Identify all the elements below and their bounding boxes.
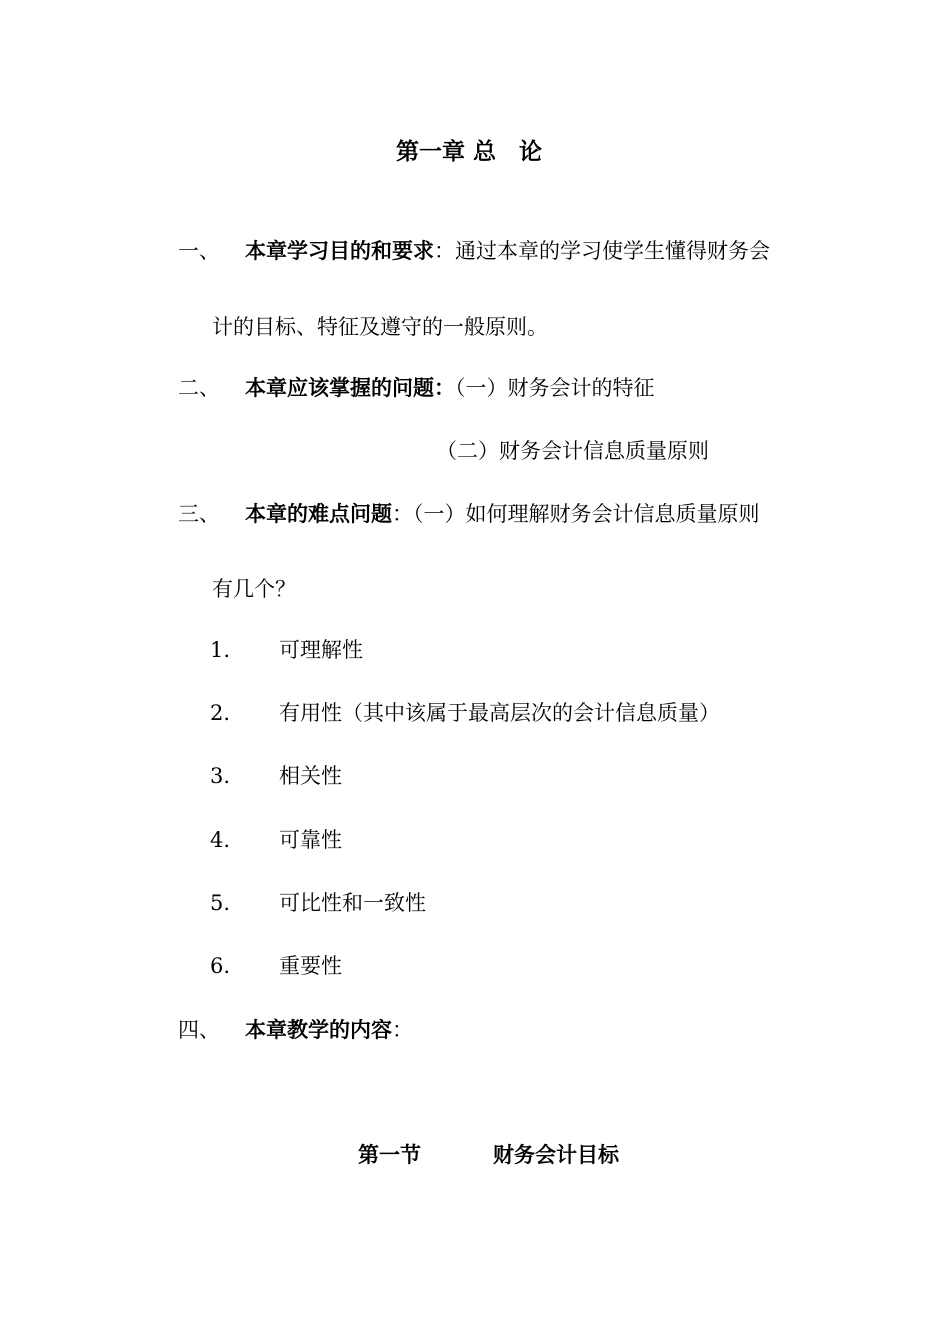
section-1-heading: 本章学习目的和要求 <box>245 238 434 263</box>
section-3-heading: 本章的难点问题 <box>245 501 392 526</box>
list-item-number: 6. <box>210 954 231 978</box>
section-1-text-line2: 计的目标、特征及遵守的一般原则。 <box>212 315 548 339</box>
list-item-text: 有用性（其中该属于最高层次的会计信息质量） <box>279 701 720 725</box>
section-2-heading-line <box>245 374 655 402</box>
section-1-colon: ： <box>434 239 455 263</box>
section-1-heading-line <box>245 237 770 265</box>
section-1-text-line1: 通过本章的学习使学生懂得财务会 <box>455 239 770 263</box>
list-item-number: 5. <box>210 891 231 915</box>
chapter-title: 第一章 总 论 <box>396 138 543 165</box>
section-4-heading-line <box>245 1016 413 1044</box>
section-2-item-1: （一）财务会计的特征 <box>455 376 655 400</box>
list-item-number: 3. <box>210 764 231 788</box>
list-item-number: 1. <box>210 638 231 662</box>
section-2-item-2: （二）财务会计信息质量原则 <box>436 439 709 463</box>
section-2-heading: 本章应该掌握的问题： <box>245 375 455 400</box>
list-item-text: 可靠性 <box>279 828 342 852</box>
section-2-number: 二、 <box>178 376 220 400</box>
list-item-text: 重要性 <box>279 954 342 978</box>
section-heading-label: 第一节 <box>358 1142 421 1167</box>
list-item-number: 4. <box>210 828 231 852</box>
list-item-number: 2. <box>210 701 231 725</box>
list-item-text: 可理解性 <box>279 638 363 662</box>
section-3-number: 三、 <box>178 502 220 526</box>
section-3-colon: ： <box>392 502 413 526</box>
section-heading-title: 财务会计目标 <box>493 1142 619 1167</box>
list-item-text: 相关性 <box>279 764 342 788</box>
section-1-number: 一、 <box>178 239 220 263</box>
section-4-number: 四、 <box>178 1018 220 1042</box>
section-3-heading-line <box>245 500 760 528</box>
section-4-heading: 本章教学的内容 <box>245 1017 392 1042</box>
section-3-text-line2: 有几个？ <box>212 577 296 601</box>
section-3-text-line1: （一）如何理解财务会计信息质量原则 <box>413 502 760 526</box>
section-4-colon: ： <box>392 1018 413 1042</box>
list-item-text: 可比性和一致性 <box>279 891 426 915</box>
